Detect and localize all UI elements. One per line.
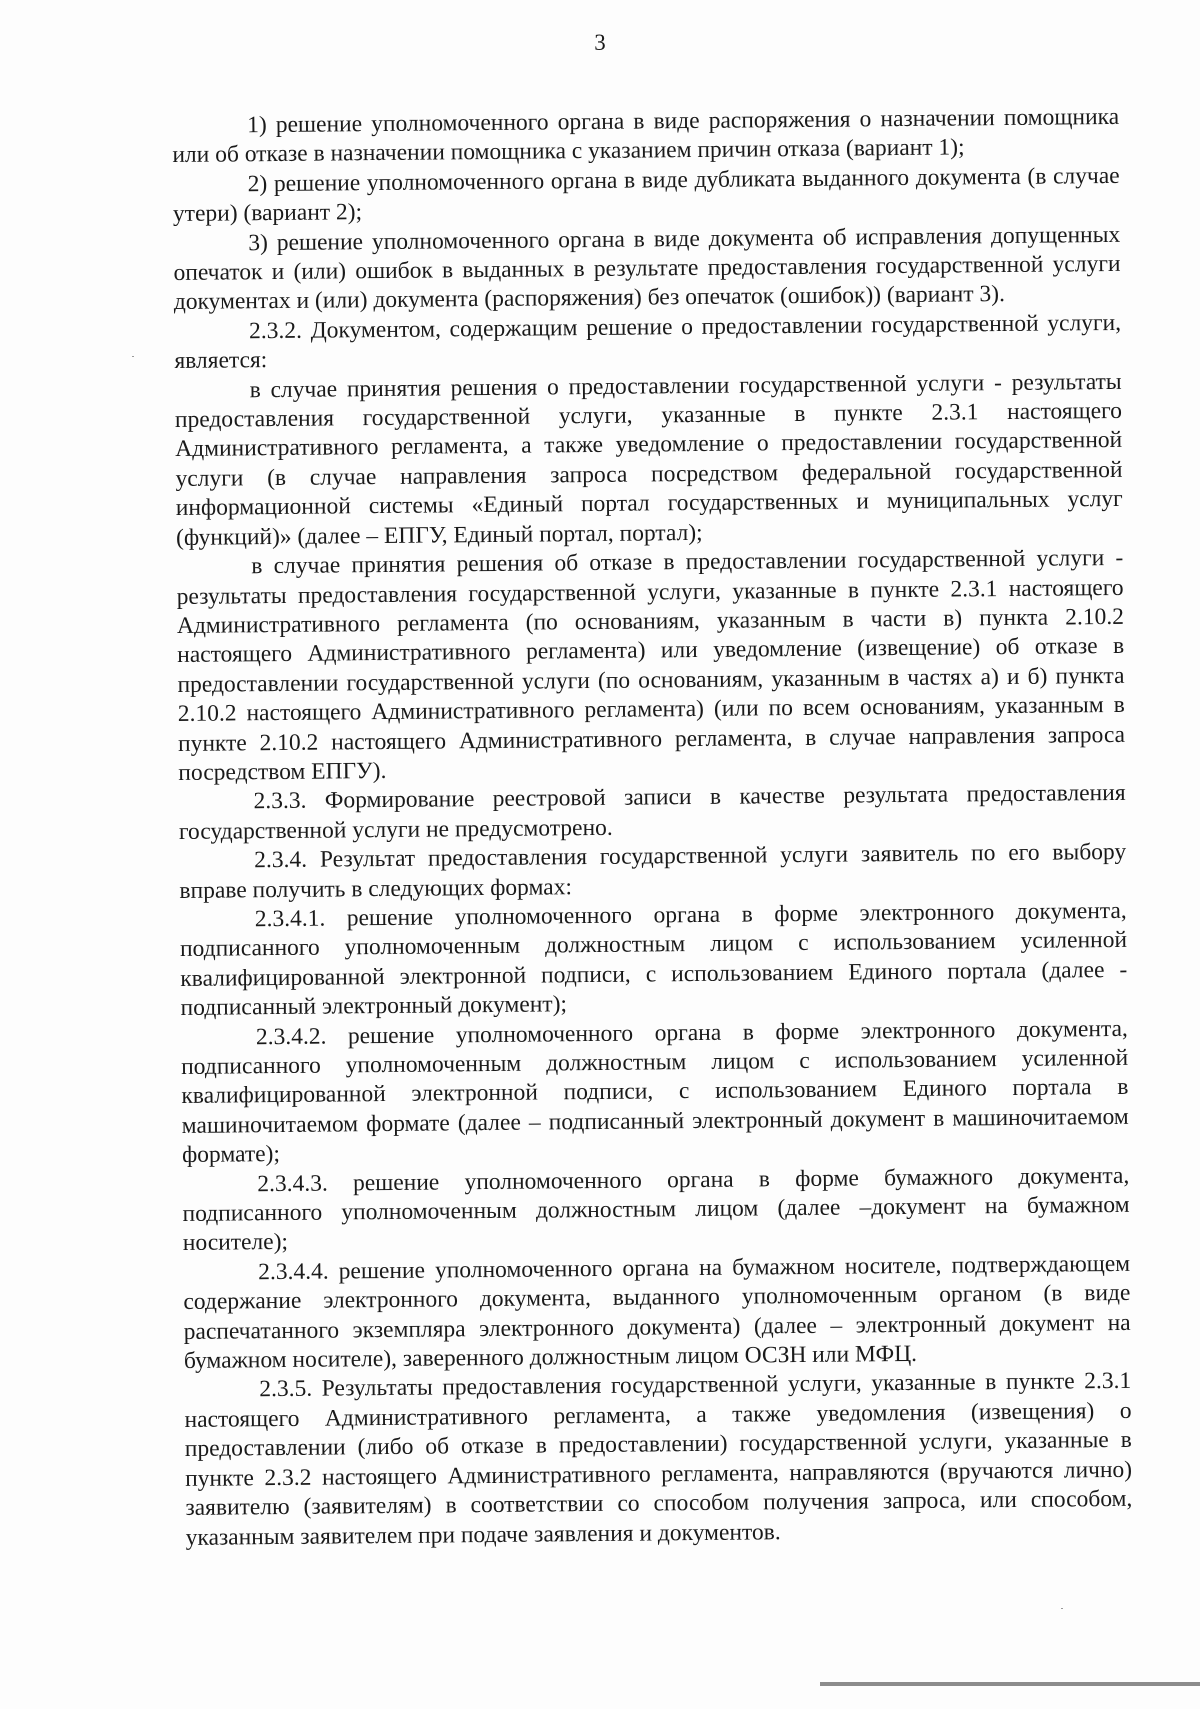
scan-speck [1061, 1608, 1063, 1609]
paragraph-2-3-4-3: 2.3.4.3. решение уполномоченного органа в форме бумажного документа, подписанного уполномоченным должностным лицом (далее –документ на бумажном носителе); [182, 1162, 1130, 1257]
paragraph-2-3-3: 2.3.3. Формирование реестровой записи в качестве результата предоставления государственной услуги не предусмотрено. [178, 780, 1126, 845]
paragraph-2-3-4-2: 2.3.4.2. решение уполномоченного органа в форме электронного документа, подписанного уполномоченным должностным лицом с использованием усиленной квалифицированной электронной подписи, с использованием Единого портала в машиночитаемом формате (далее – подписанный электронный документ в машиночитаемом формате); [181, 1015, 1129, 1169]
paragraph-2-3-4-1: 2.3.4.1. решение уполномоченного органа в форме электронного документа, подписанного уполномоченным должностным лицом с использованием усиленной квалифицированной электронной подписи, с использованием Единого портала (далее - подписанный электронный документ); [179, 897, 1128, 1022]
scan-speck [132, 356, 134, 357]
paragraph-decision-granted: в случае принятия решения о предоставлении государственной услуги - результаты предоставления государственной услуги, указанные в пункте 2.3.1 настоящего Административного регламента, а также уведомление о предоставлении государственной услуги (в случае направления запроса посредством федеральной государственной информационной системы «Единый портал государственных и муниципальных услуг (функций)» (далее – ЕПГУ, Единый портал, портал); [174, 368, 1123, 551]
document-body [172, 103, 1133, 1553]
paragraph-2-3-5: 2.3.5. Результаты предоставления государственной услуги, указанные в пункте 2.3.1 настоящего Административного регламента, а также уведомления (извещения) о предоставлении (либо об отказе в предоставлении) государственной услуги, указанные в пункте 2.3.2 настоящего Административного регламента, направляются (вручаются лично) заявителю (заявителям) в соответствии со способом получения запроса, или способом, указанным заявителем при подаче заявления и документов. [184, 1368, 1133, 1551]
paragraph-2-3-4: 2.3.4. Результат предоставления государственной услуги заявитель по его выбору вправе получить в следующих формах: [179, 839, 1127, 904]
page-number: 3 [594, 30, 606, 55]
paragraph-2-3-4-4: 2.3.4.4. решение уполномоченного органа на бумажном носителе, подтверждающем содержание электронного документа, выданного уполномоченным органом (в виде распечатанного экземпляра электронного документа) (далее – электронный документ на бумажном носителе), заверенного должностным лицом ОСЗН или МФЦ. [183, 1250, 1131, 1375]
paragraph-2-3-2: 2.3.2. Документом, содержащим решение о предоставлении государственной услуги, является: [174, 309, 1122, 375]
paragraph-result-variant-3: 3) решение уполномоченного органа в виде документа об исправления допущенных опечаток и (или) ошибок в выданных в результате предоставления государственной услуги документах и (или) документа (распоряжения) без опечаток (ошибок)) (вариант 3). [173, 221, 1121, 316]
paragraph-decision-refused: в случае принятия решения об отказе в предоставлении государственной услуги - результаты предоставления государственной услуги, указанные в пункте 2.3.1 настоящего Административного регламента (по основаниям, указанным в части в) пункта 2.10.2 настоящего Административного регламента) или уведомление (извещение) об отказе в предоставлении государственной услуги (по основаниям, указанным в частях а) и б) пункта 2.10.2 настоящего Административного регламента) (или по всем основаниям, указанным в пункте 2.10.2 настоящего Административного регламента, в случае направления запроса посредством ЕПГУ). [176, 544, 1126, 786]
paragraph-result-variant-2: 2) решение уполномоченного органа в виде дубликата выданного документа (в случае утери) (вариант 2); [172, 162, 1120, 228]
scan-edge-line [820, 1682, 1200, 1686]
paragraph-result-variant-1: 1) решение уполномоченного органа в виде распоряжения о назначении помощника или об отказе в назначении помощника с указанием причин отказа (вариант 1); [172, 103, 1120, 169]
